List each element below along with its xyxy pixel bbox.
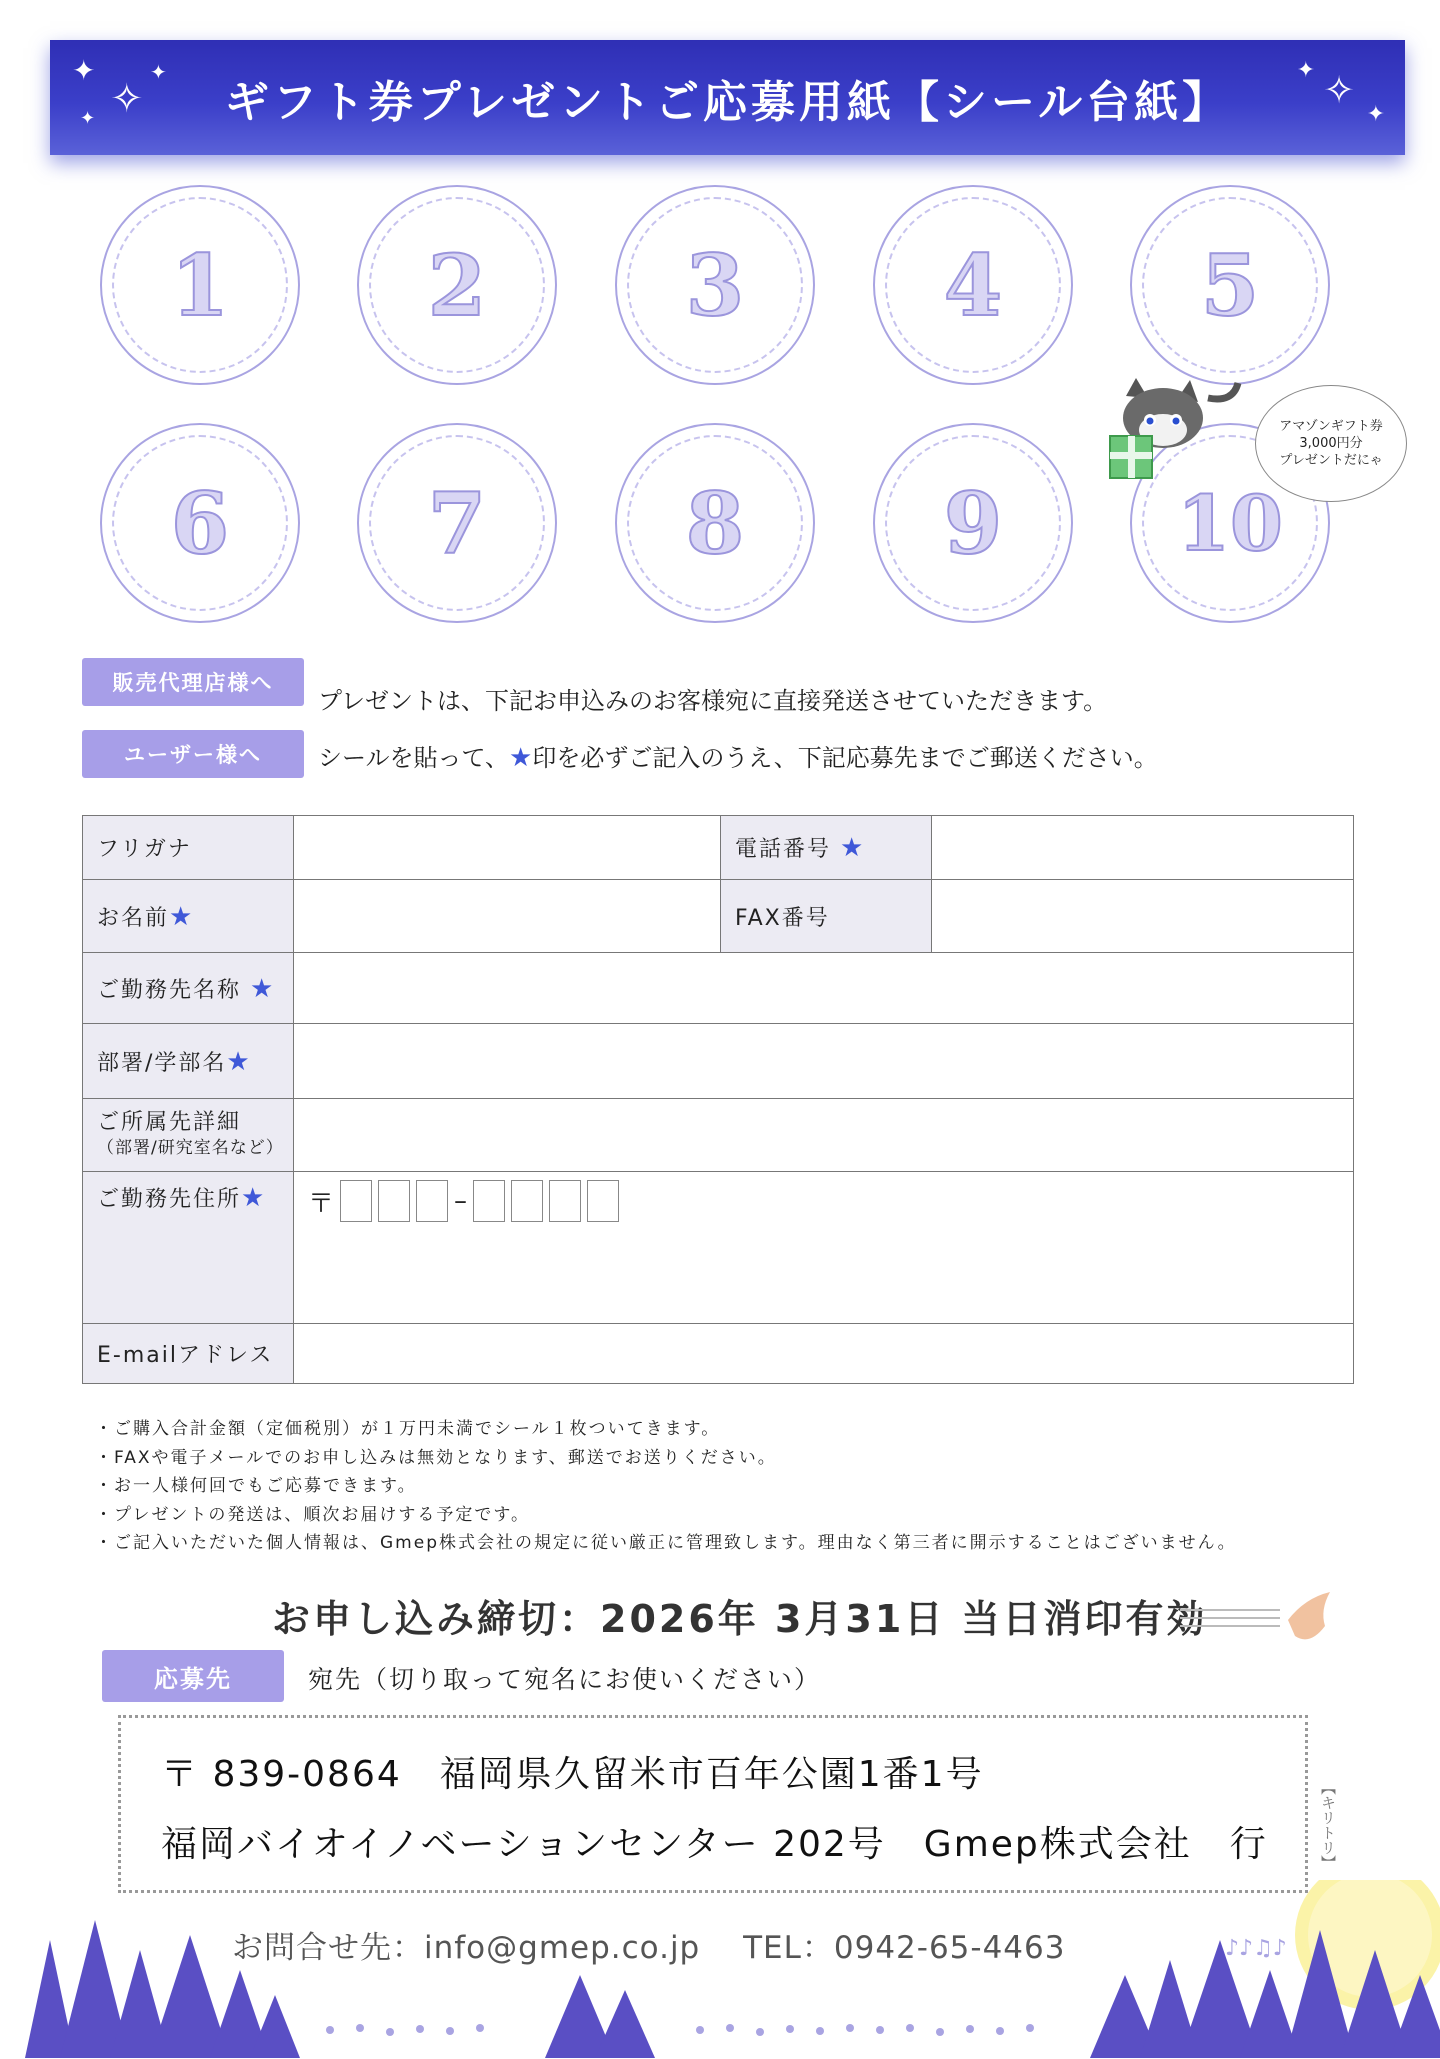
address-label: ご勤務先住所★ [83,1172,294,1324]
destination-caption: 宛先（切り取って宛名にお使いください） [308,1665,822,1694]
deadline-text: お申し込み締切：2026年 3月31日 当日消印有効 [272,1597,1208,1641]
svg-text:♪♪♫♪: ♪♪♫♪ [1225,1936,1287,1961]
department-field[interactable] [294,1024,1354,1099]
star-icon: ★ [840,833,866,863]
speech-line: アマゾンギフト券 [1279,419,1383,434]
phone-label: 電話番号 ★ [721,816,932,880]
seal-slot-3 [615,185,815,385]
speech-line: 3,000円分 [1299,436,1363,451]
forest-footer-illustration [0,1880,1440,2059]
user-notice-before: シールを貼って、 [318,744,510,772]
sparkle-icon: ✦ [1296,58,1315,83]
postal-digit-box[interactable] [549,1180,581,1222]
company-field[interactable] [294,953,1354,1024]
address-label-box [118,1715,1308,1893]
seal-slot-1 [100,185,300,385]
department-label: 部署/学部名★ [83,1024,294,1099]
sparkle-icon: ✦ [1366,102,1385,127]
page-title: ギフト券プレゼントご応募用紙【シール台紙】 [224,76,1231,128]
sparkle-icon: ✧ [110,76,144,122]
note-item: ・ご記入いただいた個人情報は、Gmep株式会社の規定に従い厳正に管理致します。理由なく第三者に開示することはございません。 [95,1533,1237,1553]
seal-slot-4 [873,185,1073,385]
seal-slot-8 [615,423,815,623]
application-form [82,815,1354,1384]
furigana-field[interactable] [294,816,721,880]
seal-number: 1 [170,235,230,335]
seal-number: 10 [1177,478,1283,568]
notes-list [95,1415,1237,1558]
star-icon: ★ [250,973,276,1004]
postal-digit-box[interactable] [378,1180,410,1222]
address-field[interactable] [294,1172,1354,1324]
seal-number: 2 [427,235,487,335]
sparkle-icon: ✦ [150,60,167,84]
seal-slot-9 [873,423,1073,623]
postal-digit-box[interactable] [340,1180,372,1222]
sparkle-icon: ✧ [1323,68,1355,112]
note-item: ・FAXや電子メールでのお申し込みは無効となります、郵送でお送りください。 [95,1447,777,1468]
contact-info: お問合せ先：info@gmep.co.jp TEL：0942-65-4463 [232,1930,1066,1966]
star-icon: ★ [509,743,533,773]
seal-number: 4 [943,235,1003,335]
affiliation-label: ご所属先詳細 （部署/研究室名など） [83,1099,294,1172]
seal-slot-7 [357,423,557,623]
address-line-2: 福岡バイオイノベーションセンター 202号 Gmep株式会社 行 [161,1824,1268,1865]
postal-digit-box[interactable] [473,1180,505,1222]
seal-number: 5 [1200,235,1260,335]
postal-digit-box[interactable] [587,1180,619,1222]
note-item: ・プレゼントの発送は、順次お届けする予定です。 [95,1504,530,1525]
seal-slot-10 [1130,423,1330,623]
name-field[interactable] [294,880,721,953]
postal-digit-box[interactable] [416,1180,448,1222]
cut-line-label: 【キリトリ】 [1319,1780,1337,1870]
phone-field[interactable] [932,816,1354,880]
fax-label: FAX番号 [721,880,932,953]
tag-dealer: 販売代理店様へ [82,658,304,706]
speech-line: プレゼントだにゃ [1279,453,1383,468]
affiliation-field[interactable] [294,1099,1354,1172]
star-icon: ★ [241,1183,267,1213]
sparkle-icon: ✦ [72,54,96,87]
sparkle-icon: ✦ [80,108,96,129]
address-line-1: 〒 839-0864 福岡県久留米市百年公園1番1号 [161,1754,984,1795]
bird-icon [1180,1588,1340,1648]
seal-slot-6 [100,423,300,623]
dealer-notice: プレゼントは、下記お申込みのお客様宛に直接発送させていただきます。 [318,687,1108,715]
seal-number: 6 [170,473,230,573]
user-notice [318,738,1158,773]
tag-destination: 応募先 [102,1650,284,1702]
postal-dash: – [454,1186,468,1216]
seal-slot-5 [1130,185,1330,385]
company-label: ご勤務先名称 ★ [83,953,294,1024]
affiliation-sub-label: （部署/研究室名など） [97,1137,284,1158]
seal-number: 8 [685,473,745,573]
name-label: お名前★ [83,880,294,953]
header-banner [50,40,1405,155]
note-item: ・ご購入合計金額（定価税別）が１万円未満でシール１枚ついてきます。 [95,1419,721,1439]
seal-number: 9 [943,473,1003,573]
seal-number: 7 [427,473,487,573]
email-label: E-mailアドレス [83,1324,294,1384]
postal-code-boxes [308,1180,1339,1222]
postal-mark: 〒 [308,1188,335,1219]
postal-digit-box[interactable] [511,1180,543,1222]
email-field[interactable] [294,1324,1354,1384]
seal-number: 3 [685,235,745,335]
furigana-label: フリガナ [83,816,294,880]
star-icon: ★ [169,901,195,932]
star-icon: ★ [226,1046,252,1077]
seal-slot-2 [357,185,557,385]
user-notice-after: 印を必ずご記入のうえ、下記応募先までご郵送ください。 [532,744,1158,772]
fax-field[interactable] [932,880,1354,953]
note-item: ・お一人様何回でもご応募できます。 [95,1476,417,1496]
tag-user: ユーザー様へ [82,730,304,778]
